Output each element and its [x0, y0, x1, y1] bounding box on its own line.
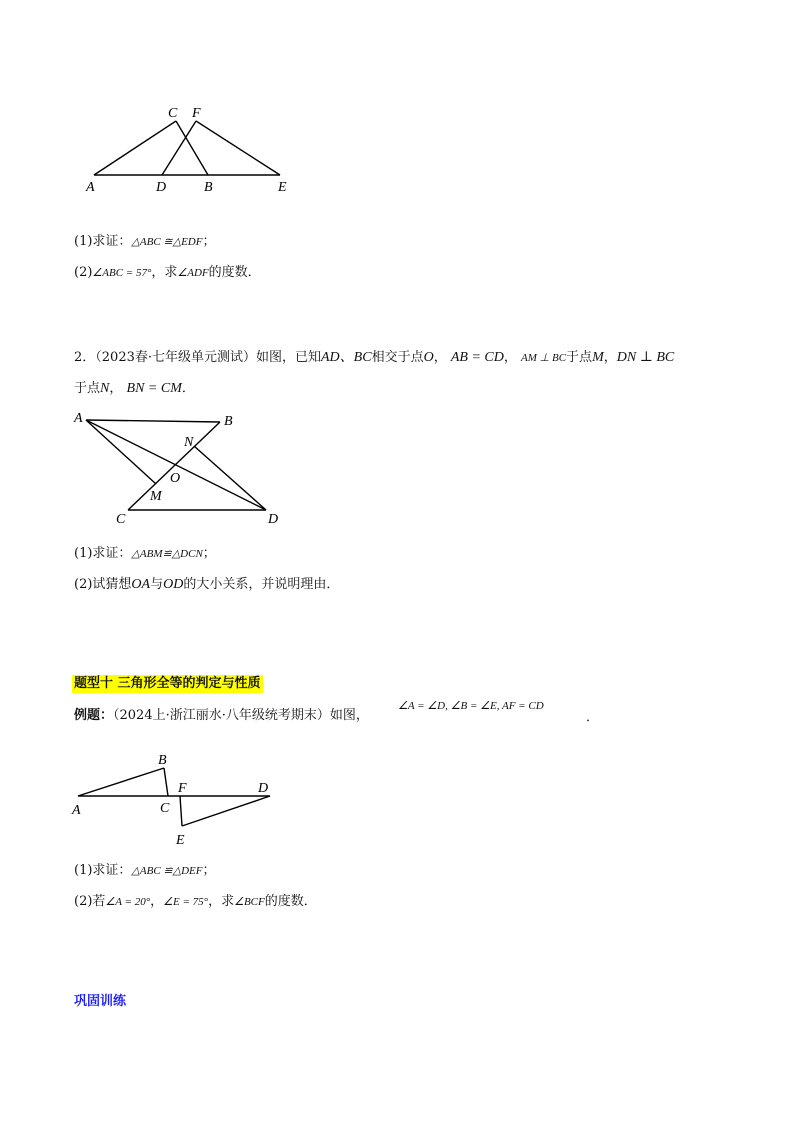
q1-part2 [74, 264, 261, 282]
q1-part2-math: ∠ABC = 57° [92, 267, 152, 279]
example-source: （2024上·浙江丽水·八年级统考期末）如图， [113, 708, 369, 723]
q2-part2-mid: 与 [150, 577, 164, 592]
example-part2-suffix: 的度数． [264, 894, 317, 909]
example-part2-math2: ∠E = 75° [163, 896, 209, 908]
q2-part2-suffix: 的大小关系，并说明理由． [183, 577, 340, 592]
fig3-line-ab [78, 768, 164, 796]
fig1-line-fe [196, 121, 280, 175]
q2-part2-prefix: (2)试猜想 [74, 577, 132, 592]
q2-part1-suffix: ； [202, 546, 216, 561]
example-part2-prefix: (2)若 [74, 894, 106, 909]
example-period-line [586, 709, 599, 727]
fig1-line-cb [176, 121, 208, 175]
consolidation-heading: 巩固训练 [74, 994, 127, 1009]
q2-math-ad-bc: AD、BC [321, 350, 372, 365]
q1-part2-suffix: 的度数． [208, 265, 261, 280]
example-part1-prefix: (1)求证： [74, 863, 132, 878]
q2-comma3: ， [603, 350, 617, 365]
fig3-label-e: E [176, 833, 185, 848]
q2-math-am-bc: AM ⊥ BC [521, 352, 567, 364]
q2-comma1: ， [433, 350, 447, 365]
q2-line1 [74, 349, 674, 367]
q2-math-dn-bc: DN ⊥ BC [616, 350, 675, 365]
figure-1-triangles [80, 105, 320, 195]
q2-part1-prefix: (1)求证： [74, 546, 132, 561]
q2-comma4: ， [109, 381, 123, 396]
q1-part1 [74, 233, 215, 251]
q2-point-n: N [100, 381, 110, 396]
figure-2-intersecting [72, 408, 292, 528]
fig1-line-ac [94, 121, 176, 175]
q1-part1-prefix: (1)求证： [74, 234, 132, 249]
example-period: ． [586, 710, 600, 725]
fig1-line-df [162, 121, 196, 175]
fig2-label-a: A [74, 411, 83, 426]
q2-point-m: M [592, 350, 604, 365]
example-part2-math1: ∠A = 20° [105, 896, 151, 908]
q1-part2-prefix: (2) [74, 265, 93, 280]
fig1-label-a: A [86, 180, 95, 195]
q1-part2-mid: ，求 [151, 265, 178, 280]
example-math-line [398, 697, 544, 715]
fig2-label-o: O [170, 471, 181, 486]
fig2-line-dn [194, 446, 266, 510]
q2-math-bn-cm: BN = CM [126, 381, 182, 396]
fig3-label-d: D [258, 781, 269, 796]
q2-part2 [74, 576, 339, 594]
example-part2-mid: ，求 [208, 894, 235, 909]
fig1-label-e: E [278, 180, 287, 195]
fig1-label-c: C [168, 106, 178, 121]
fig2-label-d: D [268, 512, 279, 527]
q2-part1 [74, 545, 216, 563]
fig2-label-n: N [184, 435, 194, 450]
example-part2-comma: ， [150, 894, 164, 909]
q1-part1-suffix: ； [202, 234, 216, 249]
q2-point-o: O [423, 350, 434, 365]
q2-part1-math: △ABM≌△DCN [131, 548, 203, 560]
q2-foot-m: 于点 [566, 350, 593, 365]
fig2-line-am [86, 420, 156, 484]
fig3-label-f: F [178, 781, 187, 796]
example-line [74, 707, 369, 725]
q2-intersect: 相交于点 [371, 350, 424, 365]
fig1-label-b: B [204, 180, 213, 195]
fig3-label-c: C [160, 801, 170, 816]
fig2-line-bc [128, 422, 220, 510]
fig3-label-a: A [72, 803, 81, 818]
example-label: 例题： [74, 708, 114, 723]
example-part2 [74, 893, 317, 911]
q2-number: 2． [74, 350, 96, 365]
example-part2-math3: ∠BCF [234, 896, 265, 908]
fig1-label-d: D [156, 180, 167, 195]
q2-source: （2023春·七年级单元测试）如图，已知 [95, 350, 321, 365]
q2-part2-math1: OA [131, 577, 151, 592]
example-math: ∠A = ∠D, ∠B = ∠E, AF = CD [398, 700, 544, 712]
fig2-line-ab [86, 420, 220, 422]
q2-line2 [74, 380, 195, 398]
q1-part2-math2: ∠ADF [177, 267, 209, 279]
q1-part1-math: △ABC ≅△EDF [131, 236, 203, 248]
example-part1 [74, 862, 215, 880]
fig3-line-fe [180, 796, 182, 826]
fig2-label-m: M [150, 489, 162, 504]
q2-line2-prefix: 于点 [74, 381, 101, 396]
fig3-line-bc [164, 768, 168, 796]
fig3-label-b: B [158, 753, 167, 768]
fig2-label-b: B [224, 414, 233, 429]
q2-period: ． [181, 381, 195, 396]
figure-3-triangles [70, 746, 290, 856]
q2-comma2: ， [503, 350, 517, 365]
fig1-label-f: F [192, 106, 201, 121]
example-part1-suffix: ； [202, 863, 216, 878]
q2-part2-math2: OD [163, 577, 184, 592]
example-part1-math: △ABC ≌△DEF [131, 865, 203, 877]
fig2-label-c: C [116, 512, 126, 527]
q2-math-ab-cd: AB = CD [450, 350, 504, 365]
section-heading-type10: 题型十 三角形全等的判定与性质 [74, 676, 261, 691]
fig3-line-ed [182, 796, 270, 826]
